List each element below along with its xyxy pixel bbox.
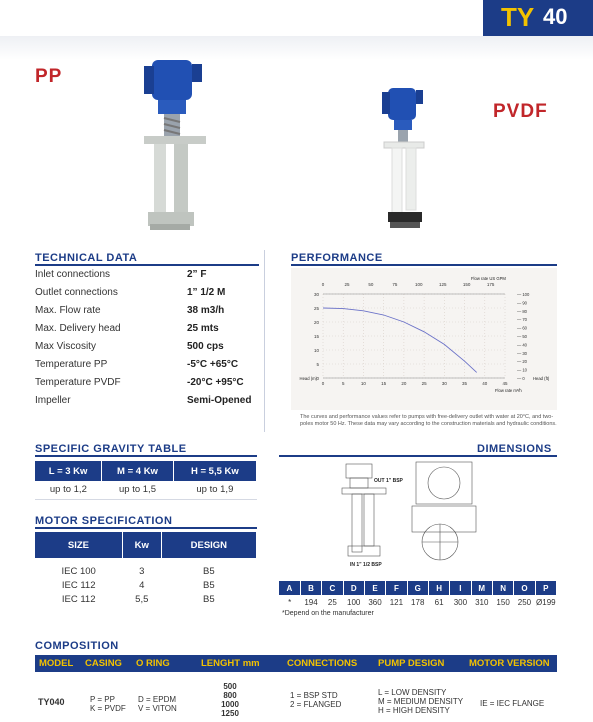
tech-value: 38 m3/h [187, 305, 225, 316]
gravity-value: up to 1,9 [173, 481, 256, 499]
dimensions-table [279, 581, 557, 609]
technical-title: TECHNICAL DATA [35, 252, 138, 264]
dim-header: N [492, 581, 513, 595]
comp-length-item: 800 [223, 691, 237, 700]
top-tick-label: 50 [368, 282, 374, 287]
pp-pump-image [130, 52, 230, 234]
motor-cell: B5 [203, 593, 215, 605]
motor-cell: 4 [139, 579, 145, 591]
comp-header: CASING [85, 658, 122, 669]
comp-oring-item: V = VITON [138, 704, 177, 713]
model-title [483, 0, 593, 36]
right-tick-label: — 0 [517, 376, 525, 381]
x-tick-label: 10 [360, 381, 366, 386]
comp-design-item: H = HIGH DENSITY [378, 706, 450, 715]
y-tick-label: 30 [313, 292, 319, 297]
dim-value: 121 [389, 597, 404, 607]
dim-value: Ø199 [536, 597, 556, 607]
composition-title: COMPOSITION [35, 640, 119, 652]
comp-connections [290, 691, 341, 709]
x-tick-label: 15 [381, 381, 387, 386]
dim-header: M [471, 581, 492, 595]
material-pp: PP [35, 66, 63, 87]
dim-value: 360 [368, 597, 382, 607]
comp-header: MODEL [39, 658, 74, 669]
gravity-table [35, 461, 257, 500]
comp-length-item: 500 [223, 682, 237, 691]
comp-design-item: M = MEDIUM DENSITY [378, 697, 464, 706]
comp-design-item: L = LOW DENSITY [378, 688, 447, 697]
x-tick-label: 5 [341, 381, 345, 386]
top-tick-label: 175 [486, 282, 495, 287]
performance-chart [291, 268, 557, 410]
motor-cell: 5,5 [135, 593, 149, 605]
tech-label: Max Viscosity [35, 341, 96, 352]
y-tick-label: 15 [313, 334, 319, 339]
in-label: IN 1” 1/2 BSP [350, 562, 382, 568]
right-tick-label: — 10 [517, 367, 528, 373]
dim-value: * [288, 597, 292, 607]
tech-value: -5°C +65°C [187, 359, 239, 370]
y-tick-label: 20 [313, 320, 319, 325]
right-tick-label: — 70 [517, 317, 528, 323]
right-tick-label: — 30 [517, 350, 528, 356]
dim-header: A [279, 581, 300, 595]
comp-conn-item: 1 = BSP STD [290, 691, 338, 700]
tech-label: Outlet connections [35, 287, 118, 298]
comp-header: PUMP DESIGN [378, 658, 445, 669]
dim-header: P [535, 581, 556, 595]
top-tick-label: 150 [462, 282, 471, 287]
tech-label: Temperature PVDF [35, 377, 121, 388]
y-tick-label: 10 [313, 348, 319, 353]
comp-header: O RING [136, 658, 170, 669]
dim-header: D [343, 581, 364, 595]
motor-cell: B5 [203, 579, 215, 591]
tech-label: Max. Flow rate [35, 305, 101, 316]
gravity-value: up to 1,2 [35, 481, 102, 499]
comp-conn-item: 2 = FLANGED [290, 700, 342, 709]
dim-header: C [322, 581, 343, 595]
dim-value: 25 [327, 597, 337, 607]
out-label: OUT 1” BSP [374, 478, 403, 484]
dim-value: 178 [411, 597, 425, 607]
top-tick-label: 125 [438, 282, 447, 287]
comp-oring-item: D = EPDM [138, 695, 177, 704]
comp-header: LENGHT mm [201, 658, 260, 669]
dim-value: 250 [517, 597, 532, 607]
right-tick-label: — 90 [517, 300, 528, 306]
performance-title: PERFORMANCE [291, 252, 383, 264]
brand-text: TY [501, 2, 535, 32]
composition-header [35, 655, 557, 672]
dim-value: 310 [475, 597, 489, 607]
right-tick-label: — 80 [517, 308, 528, 314]
tech-value: 500 cps [187, 341, 224, 352]
top-tick-label: 100 [415, 282, 423, 287]
tech-value: Semi-Opened [187, 395, 252, 406]
dim-header: G [407, 581, 428, 595]
tech-value: 1” 1/2 M [187, 287, 226, 298]
motor-header: SIZE [35, 532, 122, 558]
motor-cell: IEC 112 [61, 579, 96, 591]
comp-header: MOTOR VERSION [469, 658, 550, 669]
performance-note: The curves and performance values refer to pumps with free-delivery outlet with water at 20°C, and two-poles motor 50 Hz. These data may vary according to the construction materials and hydraulic conditions. [300, 414, 557, 427]
right-tick-label: — 100 [517, 292, 530, 297]
dimensions-title: DIMENSIONS [477, 443, 552, 455]
dim-value: 150 [496, 597, 510, 607]
x-tick-label: 45 [502, 381, 508, 386]
motor-cell: B5 [203, 565, 215, 577]
top-tick-label: 0 [321, 282, 325, 287]
dimensions-drawing [330, 458, 490, 580]
comp-design [378, 688, 463, 715]
comp-length-item: 1250 [221, 709, 239, 718]
dimensions-underline [279, 455, 557, 457]
motor-header: Kw [122, 532, 161, 558]
comp-header: CONNECTIONS [287, 658, 358, 669]
motor-header: DESIGN [161, 532, 256, 558]
performance-curve [323, 308, 477, 372]
pvdf-pump-image [368, 82, 438, 234]
comp-oring [138, 695, 177, 713]
x-tick-label: 25 [421, 381, 427, 386]
top-axis-label: Flow rate US GPM [471, 276, 506, 281]
dim-header: I [450, 581, 471, 595]
right-tick-label: — 40 [517, 342, 528, 348]
comp-length-item: 1000 [221, 700, 239, 709]
dim-header: H [428, 581, 449, 595]
tech-label: Temperature PP [35, 359, 108, 370]
section-divider [264, 250, 265, 432]
comp-length [220, 682, 240, 718]
motor-title: MOTOR SPECIFICATION [35, 515, 173, 527]
tech-value: 2” F [187, 269, 207, 280]
dim-header: B [300, 581, 321, 595]
motor-table [35, 532, 257, 606]
motor-underline [35, 527, 257, 529]
top-tick-label: 75 [392, 282, 398, 287]
y-tick-label: 25 [313, 306, 319, 311]
x-tick-label: 30 [441, 381, 447, 386]
right-tick-label: — 50 [517, 334, 528, 339]
dim-header: F [386, 581, 407, 595]
comp-casing-item: P = PP [90, 695, 115, 704]
dim-value: 300 [453, 597, 468, 607]
comp-motor-version: IE = IEC FLANGE [480, 699, 545, 708]
motor-cell: IEC 112 [61, 593, 96, 605]
tech-label: Max. Delivery head [35, 323, 121, 334]
gravity-title: SPECIFIC GRAVITY TABLE [35, 443, 187, 455]
dim-header: E [364, 581, 385, 595]
y-tick-label: 0 [316, 376, 319, 381]
x-tick-label: 35 [462, 381, 468, 386]
bottom-axis-label: Flow rate m³/h [495, 388, 522, 393]
dim-value: 194 [304, 597, 318, 607]
y-tick-label: 5 [316, 362, 319, 367]
comp-casing-item: K = PVDF [90, 704, 126, 713]
model-number: 40 [543, 4, 568, 29]
x-tick-label: 40 [482, 381, 488, 386]
gravity-underline [35, 455, 257, 457]
tech-value: 25 mts [187, 323, 219, 334]
technical-table [0, 269, 300, 419]
dim-value: 61 [434, 597, 444, 607]
top-tick-label: 25 [344, 282, 350, 287]
right-axis-label: Head (ft) [533, 376, 550, 381]
gravity-header: L = 3 Kw [35, 461, 102, 481]
gravity-header: H = 5,5 Kw [173, 461, 256, 481]
motor-cell: 3 [139, 565, 145, 577]
comp-model: TY040 [38, 697, 65, 707]
tech-value: -20°C +95°C [187, 377, 244, 388]
gravity-value: up to 1,5 [102, 481, 174, 499]
dim-value: 100 [347, 597, 361, 607]
right-tick-label: — 20 [517, 359, 528, 365]
gravity-header: M = 4 Kw [102, 461, 174, 481]
dim-header: O [514, 581, 535, 595]
performance-underline [291, 264, 557, 266]
dimensions-footnote: *Depend on the manufacturer [282, 610, 374, 617]
x-tick-label: 20 [401, 381, 407, 386]
material-pvdf: PVDF [493, 101, 548, 122]
tech-label: Impeller [35, 395, 71, 406]
comp-casing [90, 695, 126, 713]
technical-underline [35, 264, 259, 266]
left-axis-label: Head (m) [299, 376, 317, 381]
tech-label: Inlet connections [35, 269, 111, 280]
header-gradient [0, 36, 593, 60]
x-tick-label: 0 [321, 381, 325, 386]
motor-cell: IEC 100 [61, 565, 96, 577]
right-tick-label: — 60 [517, 325, 528, 331]
